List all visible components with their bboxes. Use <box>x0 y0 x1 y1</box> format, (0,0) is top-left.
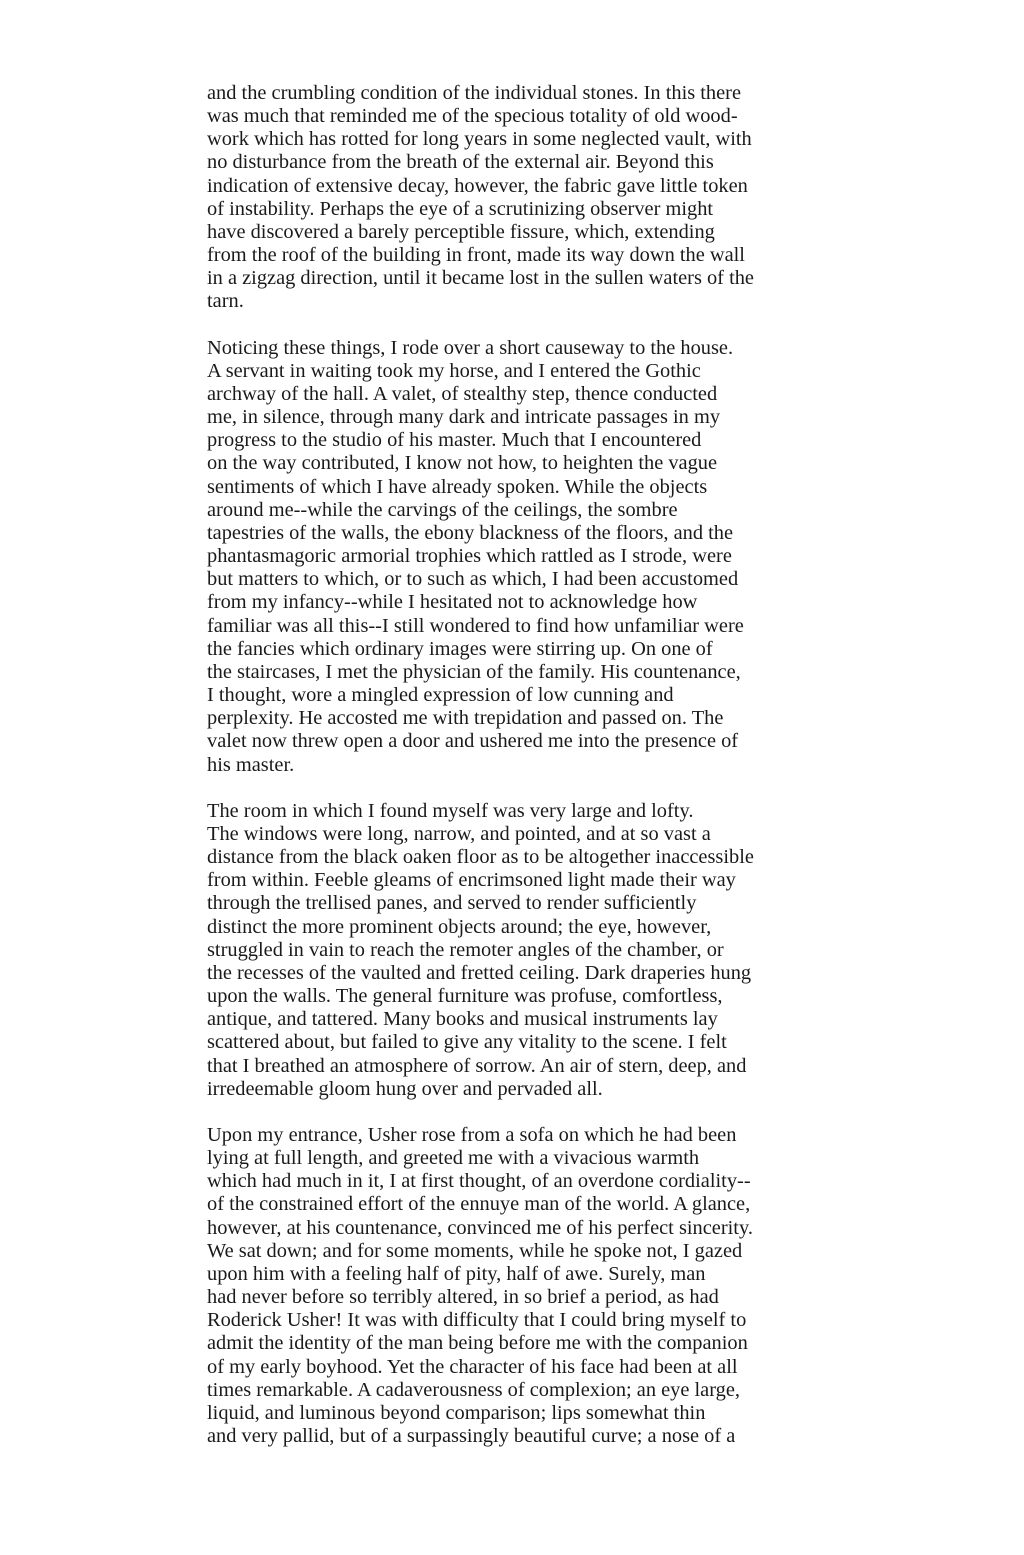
text-line: that I breathed an atmosphere of sorrow. An air of stern, deep, and <box>207 1054 747 1077</box>
text-line: Upon my entrance, Usher rose from a sofa on which he had been <box>207 1123 737 1146</box>
text-line: tapestries of the walls, the ebony blackness of the floors, and the <box>207 521 734 544</box>
text-column <box>207 82 847 1471</box>
text-line: I thought, wore a mingled expression of low cunning and <box>207 684 674 707</box>
text-line: valet now threw open a door and ushered me into the presence of <box>207 730 739 753</box>
text-line: tarn. <box>207 290 244 313</box>
text-line: had never before so terribly altered, in so brief a period, as had <box>207 1286 719 1309</box>
text-line: distance from the black oaken floor as to be altogether inaccessible <box>207 846 754 869</box>
text-line: around me--while the carvings of the ceilings, the sombre <box>207 498 678 521</box>
text-line: lying at full length, and greeted me with a vivacious warmth <box>207 1147 700 1170</box>
text-line: Noticing these things, I rode over a short causeway to the house. <box>207 336 734 359</box>
text-line: from my infancy--while I hesitated not to acknowledge how <box>207 591 698 614</box>
text-line: times remarkable. A cadaverousness of complexion; an eye large, <box>207 1378 740 1401</box>
text-line: the fancies which ordinary images were stirring up. On one of <box>207 637 713 660</box>
text-line: which had much in it, I at first thought, of an overdone cordiality-- <box>207 1170 751 1193</box>
text-line: on the way contributed, I know not how, to heighten the vague <box>207 452 718 475</box>
text-line: archway of the hall. A valet, of stealthy step, thence conducted <box>207 383 718 406</box>
text-line: however, at his countenance, convinced me of his perfect sincerity. <box>207 1216 753 1239</box>
text-line: was much that reminded me of the specious totality of old wood- <box>207 105 738 128</box>
text-line: sentiments of which I have already spoken. While the objects <box>207 475 708 498</box>
text-line: distinct the more prominent objects around; the eye, however, <box>207 915 712 938</box>
text-line: and the crumbling condition of the individual stones. In this there <box>207 82 742 104</box>
paragraph <box>207 337 847 777</box>
text-line: We sat down; and for some moments, while he spoke not, I gazed <box>207 1239 743 1262</box>
text-line: upon him with a feeling half of pity, half of awe. Surely, man <box>207 1262 706 1285</box>
text-line: the recesses of the vaulted and fretted ceiling. Dark draperies hung <box>207 961 752 984</box>
paragraph <box>207 800 847 1101</box>
text-line: of instability. Perhaps the eye of a scrutinizing observer might <box>207 197 714 220</box>
text-line: The room in which I found myself was very large and lofty. <box>207 799 694 822</box>
text-line: The windows were long, narrow, and pointed, and at so vast a <box>207 822 711 845</box>
text-line: through the trellised panes, and served to render sufficiently <box>207 892 697 915</box>
text-line: me, in silence, through many dark and intricate passages in my <box>207 406 721 429</box>
paragraph <box>207 1124 847 1448</box>
text-line: admit the identity of the man being before me with the companion <box>207 1332 748 1355</box>
text-line: have discovered a barely perceptible fissure, which, extending <box>207 220 715 243</box>
text-line: indication of extensive decay, however, the fabric gave little token <box>207 174 748 197</box>
text-line: of the constrained effort of the ennuye man of the world. A glance, <box>207 1193 751 1216</box>
text-line: Roderick Usher! It was with difficulty that I could bring myself to <box>207 1309 747 1332</box>
text-line: perplexity. He accosted me with trepidation and passed on. The <box>207 707 724 730</box>
text-line: in a zigzag direction, until it became lost in the sullen waters of the <box>207 267 754 290</box>
text-line: irredeemable gloom hung over and pervaded all. <box>207 1077 603 1100</box>
text-line: A servant in waiting took my horse, and I entered the Gothic <box>207 359 701 382</box>
text-line: progress to the studio of his master. Much that I encountered <box>207 429 702 452</box>
paragraph <box>207 82 847 314</box>
text-line: work which has rotted for long years in some neglected vault, with <box>207 128 752 151</box>
text-line: phantasmagoric armorial trophies which rattled as I strode, were <box>207 545 732 568</box>
text-line: but matters to which, or to such as which, I had been accustomed <box>207 568 739 591</box>
text-line: and very pallid, but of a surpassingly beautiful curve; a nose of a <box>207 1425 736 1448</box>
text-line: no disturbance from the breath of the external air. Beyond this <box>207 151 714 174</box>
text-line: liquid, and luminous beyond comparison; lips somewhat thin <box>207 1401 706 1424</box>
text-line: familiar was all this--I still wondered to find how unfamiliar were <box>207 614 744 637</box>
text-line: upon the walls. The general furniture was profuse, comfortless, <box>207 985 723 1008</box>
text-line: from the roof of the building in front, made its way down the wall <box>207 244 745 267</box>
text-line: his master. <box>207 753 295 776</box>
text-line: struggled in vain to reach the remoter angles of the chamber, or <box>207 938 724 961</box>
text-line: from within. Feeble gleams of encrimsoned light made their way <box>207 869 736 892</box>
text-line: scattered about, but failed to give any vitality to the scene. I felt <box>207 1031 727 1054</box>
text-line: antique, and tattered. Many books and musical instruments lay <box>207 1008 718 1031</box>
text-line: the staircases, I met the physician of the family. His countenance, <box>207 660 741 683</box>
text-line: of my early boyhood. Yet the character of his face had been at all <box>207 1355 738 1378</box>
